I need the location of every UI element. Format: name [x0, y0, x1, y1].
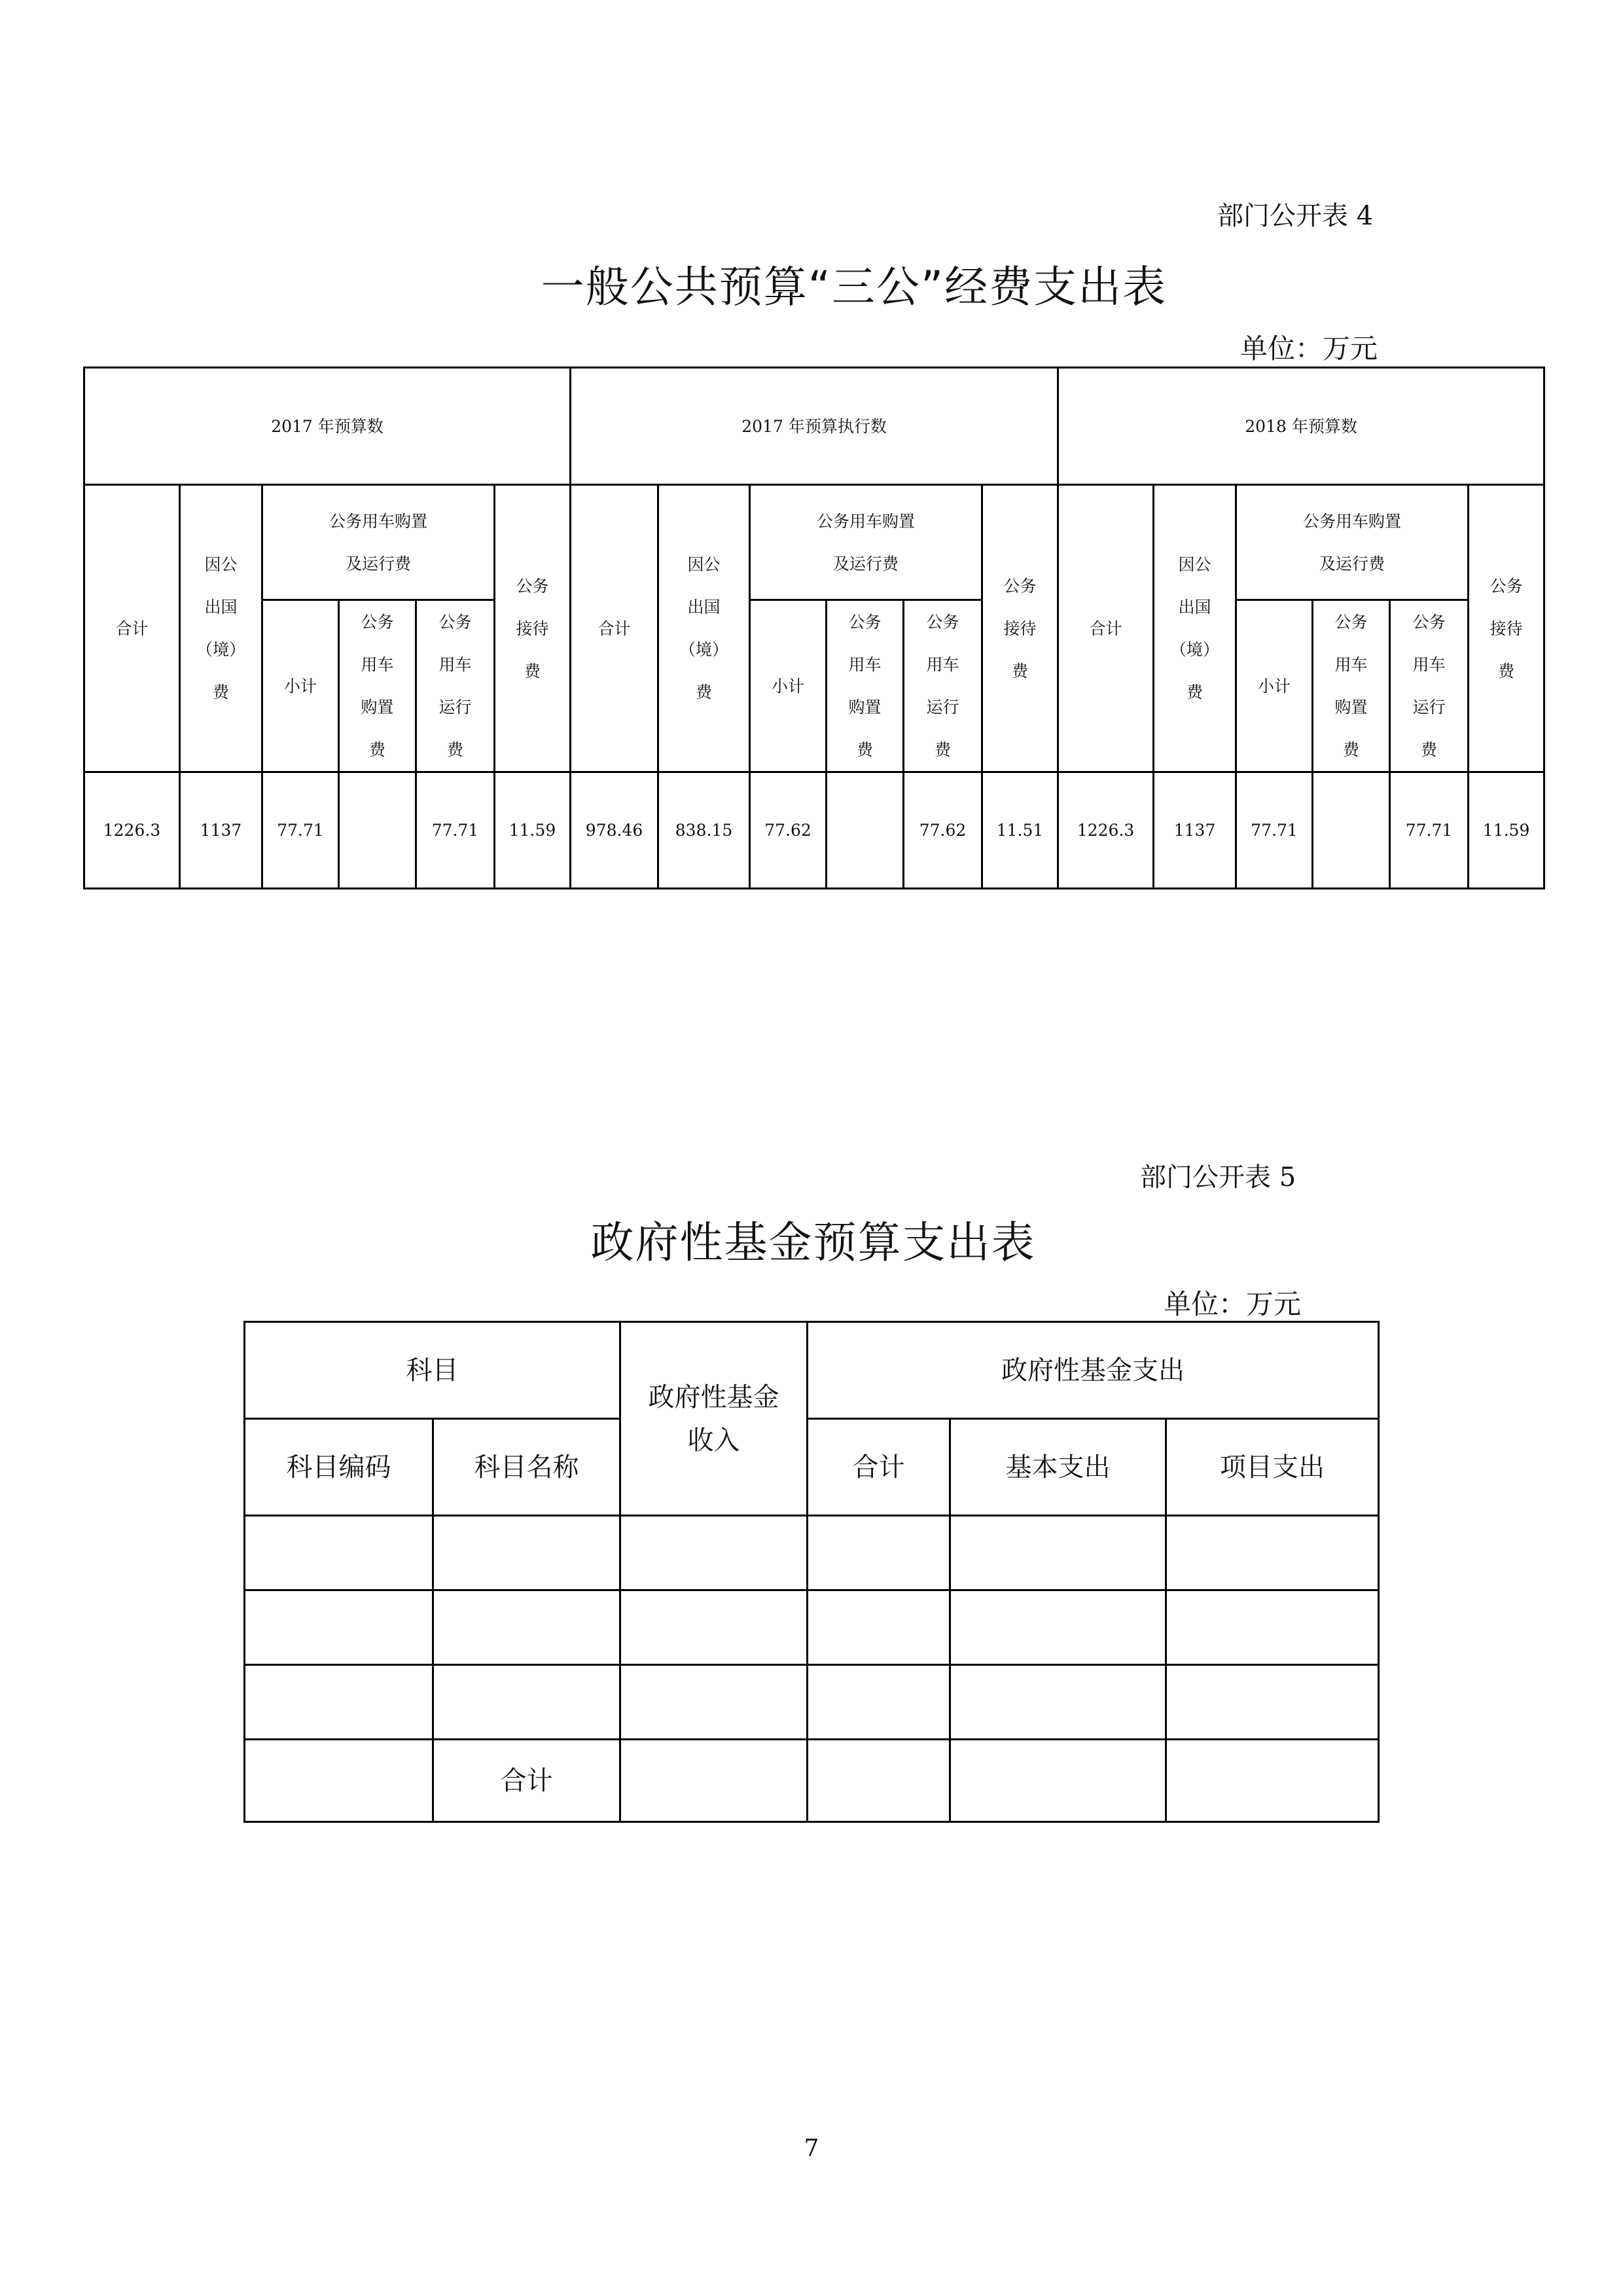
col-car-group-header: 公务用车购置 及运行费	[750, 485, 982, 600]
table-cell: 77.62	[750, 772, 827, 889]
subject-code-header: 科目编码	[245, 1419, 433, 1516]
table-cell: 1226.3	[84, 772, 180, 889]
total-row-label: 合计	[433, 1740, 620, 1822]
table-cell: 77.62	[904, 772, 982, 889]
table-cell: 1226.3	[1058, 772, 1154, 889]
col-reception-header: 公务 接待 费	[495, 485, 571, 772]
three-public-expense-table	[83, 367, 1545, 889]
fund-expense-header: 政府性基金支出	[808, 1322, 1379, 1419]
table5-label: 部门公开表 5	[1140, 1162, 1296, 1193]
col-car-group-header: 公务用车购置 及运行费	[262, 485, 495, 600]
col-abroad-header: 因公 出国 （境） 费	[658, 485, 750, 772]
total-row	[245, 1740, 1379, 1822]
col-car-group-header: 公务用车购置 及运行费	[1236, 485, 1469, 600]
table-cell: 77.71	[416, 772, 495, 889]
col-reception-header: 公务 接待 费	[1469, 485, 1544, 772]
project-expense-header: 项目支出	[1166, 1419, 1379, 1516]
col-abroad-header: 因公 出国 （境） 费	[1154, 485, 1236, 772]
page-number: 7	[804, 2135, 819, 2162]
table-row	[245, 1590, 1379, 1665]
col-subtotal-header: 小计	[750, 600, 827, 772]
table-cell: 11.59	[1469, 772, 1544, 889]
col-total-header: 合计	[571, 485, 658, 772]
table4-title: 一般公共预算“三公”经费支出表	[541, 262, 1168, 312]
table-cell: 77.71	[1236, 772, 1313, 889]
col-car-run-header: 公务 用车 运行 费	[904, 600, 982, 772]
gov-fund-expense-table	[243, 1321, 1380, 1823]
table-row	[245, 1516, 1379, 1590]
col-subtotal-header: 小计	[262, 600, 339, 772]
table-cell: 1137	[1154, 772, 1236, 889]
col-abroad-header: 因公 出国 （境） 费	[180, 485, 262, 772]
col-subtotal-header: 小计	[1236, 600, 1313, 772]
table-cell: 838.15	[658, 772, 750, 889]
col-car-run-header: 公务 用车 运行 费	[1390, 600, 1469, 772]
col-car-buy-header: 公务 用车 购置 费	[339, 600, 416, 772]
table-cell: 77.71	[262, 772, 339, 889]
table-cell: 11.59	[495, 772, 571, 889]
basic-expense-header: 基本支出	[950, 1419, 1166, 1516]
fund-income-header: 政府性基金 收入	[620, 1322, 808, 1516]
group-header: 2017 年预算执行数	[571, 368, 1058, 485]
table5-unit: 单位：万元	[1164, 1288, 1302, 1320]
col-car-buy-header: 公务 用车 购置 费	[827, 600, 904, 772]
group-header: 2018 年预算数	[1058, 368, 1544, 485]
table4-label: 部门公开表 4	[1217, 201, 1374, 231]
table-cell	[339, 772, 416, 889]
table-cell: 978.46	[571, 772, 658, 889]
col-total-header: 合计	[1058, 485, 1154, 772]
col-car-run-header: 公务 用车 运行 费	[416, 600, 495, 772]
col-reception-header: 公务 接待 费	[982, 485, 1058, 772]
col-total-header: 合计	[84, 485, 180, 772]
table5-title: 政府性基金预算支出表	[590, 1217, 1036, 1268]
table-row	[245, 1665, 1379, 1740]
group-header: 2017 年预算数	[84, 368, 571, 485]
total-header: 合计	[808, 1419, 950, 1516]
table-cell: 11.51	[982, 772, 1058, 889]
table-cell	[827, 772, 904, 889]
table-row	[84, 772, 1544, 889]
subject-header: 科目	[245, 1322, 620, 1419]
table-cell: 77.71	[1390, 772, 1469, 889]
col-car-buy-header: 公务 用车 购置 费	[1313, 600, 1390, 772]
subject-name-header: 科目名称	[433, 1419, 620, 1516]
table4-unit: 单位：万元	[1240, 332, 1378, 365]
table-cell	[1313, 772, 1390, 889]
table-cell: 1137	[180, 772, 262, 889]
